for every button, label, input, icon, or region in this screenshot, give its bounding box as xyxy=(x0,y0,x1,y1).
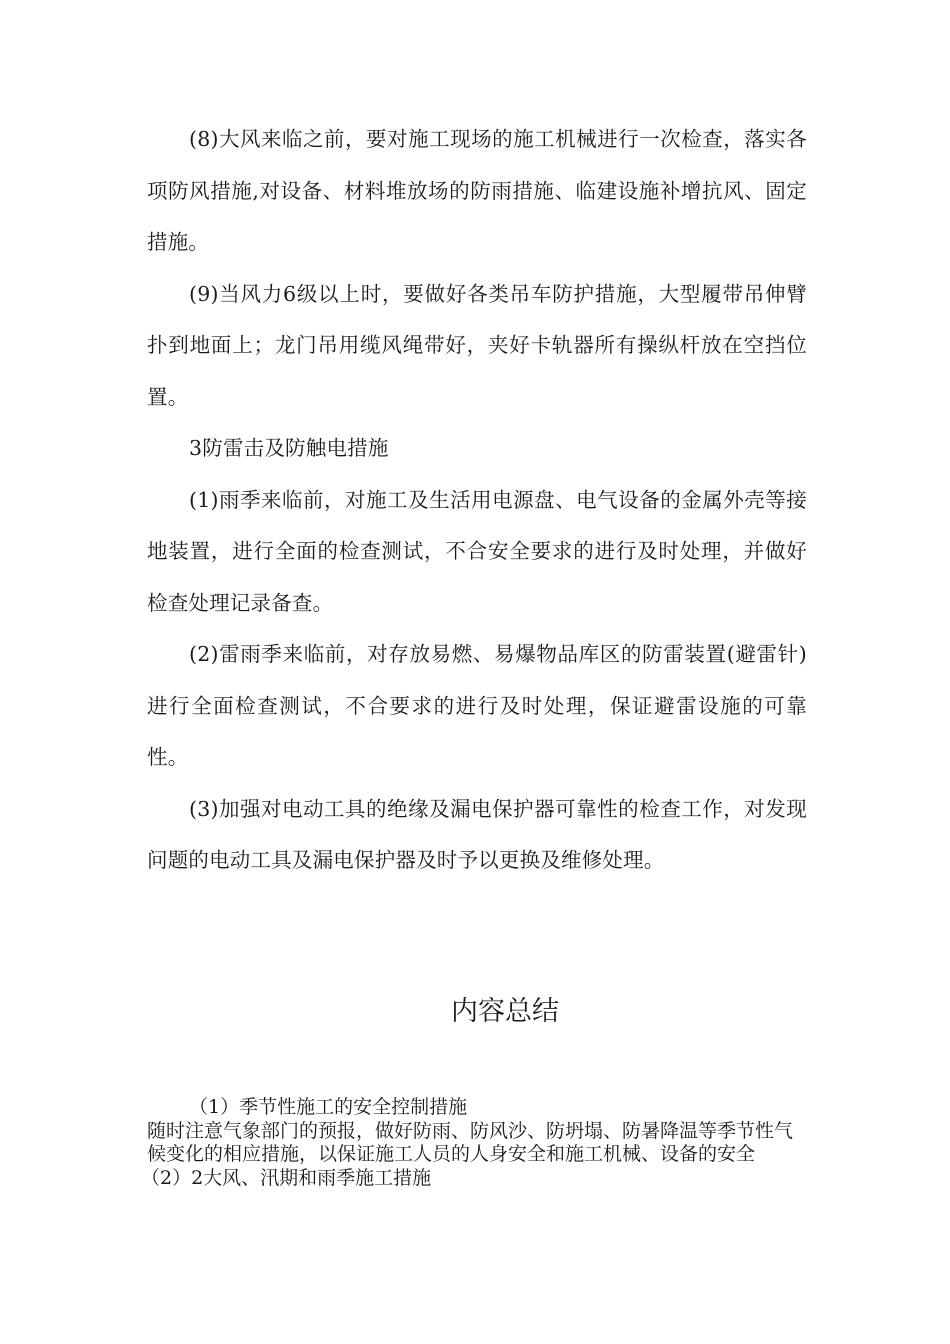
paragraph-8-wind-preparation: (8)大风来临之前，要对施工现场的施工机械进行一次检查，落实各项防风措施,对设备、材料堆放场的防雨措施、临建设施补增抗风、固定措施。 xyxy=(147,127,807,254)
paragraph-2-lightning-rod-check: (2)雷雨季来临前，对存放易燃、易爆物品库区的防雷装置(避雷针)进行全面检查测试，不合要求的进行及时处理，保证避雷设施的可靠性。 xyxy=(147,642,807,769)
summary-item-1-heading: （1）季节性施工的安全控制措施 xyxy=(189,1096,468,1118)
summary-item-1-body: 随时注意气象部门的预报，做好防雨、防风沙、防坍塌、防暑降温等季节性气候变化的相应措施，以保证施工人员的人身安全和施工机械、设备的安全 xyxy=(147,1119,794,1165)
summary-section xyxy=(141,1096,807,1190)
summary-item-2-heading: （2）2大风、汛期和雨季施工措施 xyxy=(141,1166,432,1189)
paragraph-1-grounding-check: (1)雨季来临前，对施工及生活用电源盘、电气设备的金属外壳等接地装置，进行全面的检查测试，不合安全要求的进行及时处理，并做好检查处理记录备查。 xyxy=(147,487,807,615)
main-body-text xyxy=(147,114,807,887)
summary-title: 内容总结 xyxy=(451,996,559,1027)
paragraph-9-crane-protection: (9)当风力6级以上时，要做好各类吊车防护措施，大型履带吊伸臂扑到地面上；龙门吊用缆风绳带好，夹好卡轨器所有操纵杆放在空挡位置。 xyxy=(147,281,807,409)
section-heading-lightning: 3防雷击及防触电措施 xyxy=(189,436,389,460)
paragraph-3-power-tool-insulation: (3)加强对电动工具的绝缘及漏电保护器可靠性的检查工作，对发现问题的电动工具及漏电保护器及时予以更换及维修处理。 xyxy=(147,796,807,872)
